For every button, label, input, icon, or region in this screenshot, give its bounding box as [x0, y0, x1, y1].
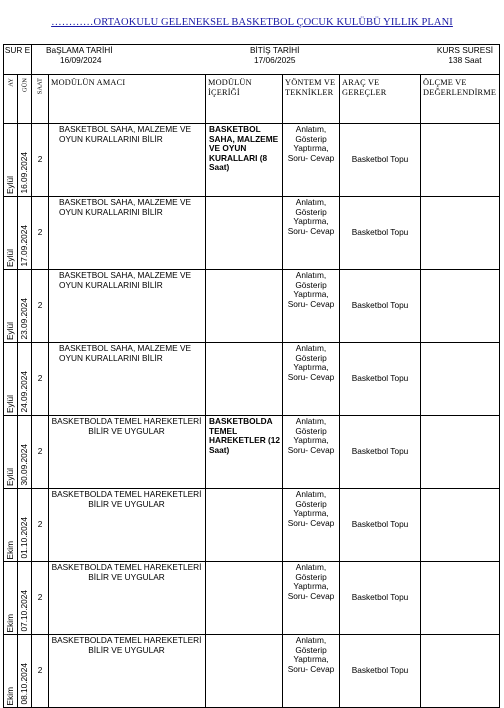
header-hours-text: SAAT [36, 78, 44, 95]
month-cell [4, 489, 18, 562]
hours-cell: 2 [32, 489, 49, 562]
header-month-text: AY [6, 78, 14, 87]
hours-cell: 2 [32, 124, 49, 197]
table-row [4, 270, 500, 343]
tools-cell: Basketbol Topu [340, 270, 421, 343]
meta-block-cell [32, 45, 500, 75]
hours-cell: 2 [32, 562, 49, 635]
course-duration-label: KURS SURESİ [436, 45, 494, 55]
tools-cell: Basketbol Topu [340, 416, 421, 489]
module-goal-cell: BASKETBOLDA TEMEL HAREKETLERİ BİLİR VE UYGULAR [49, 562, 206, 635]
hours-cell: 2 [32, 270, 49, 343]
hours-cell: 2 [32, 197, 49, 270]
date-text: 23.09.2024 [18, 298, 29, 340]
start-date-label: BaŞLAMA TARİHİ [46, 45, 113, 55]
module-goal-cell: BASKETBOL SAHA, MALZEME VE OYUN KURALLARINI BİLİR [49, 197, 206, 270]
month-text: Eylül [4, 249, 15, 267]
month-text: Ekim [4, 686, 15, 705]
date-cell [18, 562, 32, 635]
methods-cell: Anlatım, Gösterip Yaptırma, Soru- Cevap [283, 416, 340, 489]
month-text: Ekim [4, 613, 15, 632]
module-content-cell [206, 270, 283, 343]
module-content-cell [206, 343, 283, 416]
header-module-goal: MODÜLÜN AMACI [49, 75, 206, 124]
module-content-cell [206, 197, 283, 270]
methods-cell: Anlatım, Gösterip Yaptırma, Soru- Cevap [283, 635, 340, 708]
month-cell [4, 124, 18, 197]
month-text: Ekim [4, 540, 15, 559]
month-cell [4, 562, 18, 635]
header-evaluation: ÖLÇME VE DEĞERLENDİRME [421, 75, 500, 124]
module-goal-cell: BASKETBOL SAHA, MALZEME VE OYUN KURALLARINI BİLİR [49, 270, 206, 343]
meta-row [4, 45, 500, 75]
date-text: 30.09.2024 [18, 444, 29, 486]
evaluation-cell [421, 489, 500, 562]
month-cell [4, 343, 18, 416]
methods-cell: Anlatım, Gösterip Yaptırma, Soru- Cevap [283, 343, 340, 416]
month-cell [4, 270, 18, 343]
hours-cell: 2 [32, 343, 49, 416]
date-text: 16.09.2024 [18, 152, 29, 194]
methods-cell: Anlatım, Gösterip Yaptırma, Soru- Cevap [283, 197, 340, 270]
tools-cell: Basketbol Topu [340, 343, 421, 416]
header-row [4, 75, 500, 124]
date-text: 01.10.2024 [18, 517, 29, 559]
document-title [0, 0, 504, 44]
header-module-content: MODÜLÜN İÇERİĞİ [206, 75, 283, 124]
month-text: Eylül [4, 176, 15, 194]
month-cell [4, 197, 18, 270]
methods-cell: Anlatım, Gösterip Yaptırma, Soru- Cevap [283, 124, 340, 197]
module-content-cell [206, 489, 283, 562]
month-cell [4, 416, 18, 489]
end-date-label: BİTİŞ TARİHİ [249, 45, 300, 55]
table-row [4, 489, 500, 562]
table-row [4, 197, 500, 270]
end-date [250, 46, 299, 65]
start-date [46, 46, 113, 65]
tools-cell: Basketbol Topu [340, 489, 421, 562]
title-text: …………ORTAOKULU GELENEKSEL BASKETBOL ÇOCUK KULÜBÜ YILLIK PLANI [51, 16, 453, 28]
evaluation-cell [421, 124, 500, 197]
evaluation-cell [421, 197, 500, 270]
tools-cell: Basketbol Topu [340, 635, 421, 708]
date-text: 07.10.2024 [18, 590, 29, 632]
date-text: 08.10.2024 [18, 663, 29, 705]
duration-short-label: SUR E [4, 45, 32, 75]
table-row [4, 343, 500, 416]
header-month [4, 75, 18, 124]
header-methods: YÖNTEM VE TEKNİKLER [283, 75, 340, 124]
tools-cell: Basketbol Topu [340, 562, 421, 635]
month-text: Eylül [4, 468, 15, 486]
annual-plan-table [3, 44, 500, 708]
methods-cell: Anlatım, Gösterip Yaptırma, Soru- Cevap [283, 489, 340, 562]
date-cell [18, 270, 32, 343]
month-text: Eylül [4, 395, 15, 413]
evaluation-cell [421, 562, 500, 635]
header-day-text: GÜN [20, 78, 28, 93]
evaluation-cell [421, 343, 500, 416]
table-row [4, 124, 500, 197]
module-goal-cell: BASKETBOL SAHA, MALZEME VE OYUN KURALLARINI BİLİR [49, 343, 206, 416]
date-cell [18, 489, 32, 562]
date-cell [18, 197, 32, 270]
header-hours [32, 75, 49, 124]
course-duration [437, 46, 493, 65]
date-cell [18, 416, 32, 489]
module-content-cell: BASKETBOL SAHA, MALZEME VE OYUN KURALLARI (8 Saat) [206, 124, 283, 197]
date-cell [18, 124, 32, 197]
date-text: 24.09.2024 [18, 371, 29, 413]
hours-cell: 2 [32, 416, 49, 489]
evaluation-cell [421, 416, 500, 489]
month-text: Eylül [4, 322, 15, 340]
module-goal-cell: BASKETBOLDA TEMEL HAREKETLERİ BİLİR VE UYGULAR [49, 635, 206, 708]
module-content-cell [206, 562, 283, 635]
tools-cell: Basketbol Topu [340, 124, 421, 197]
end-date-value: 17/06/2025 [253, 54, 296, 65]
date-cell [18, 343, 32, 416]
course-duration-value: 138 Saat [448, 54, 482, 65]
methods-cell: Anlatım, Gösterip Yaptırma, Soru- Cevap [283, 270, 340, 343]
tools-cell: Basketbol Topu [340, 197, 421, 270]
header-tools: ARAÇ VE GEREÇLER [340, 75, 421, 124]
header-day [18, 75, 32, 124]
table-row [4, 562, 500, 635]
date-text: 17.09.2024 [18, 225, 29, 267]
module-content-cell: BASKETBOLDA TEMEL HAREKETLER (12 Saat) [206, 416, 283, 489]
start-date-value: 16/09/2024 [60, 54, 102, 65]
module-goal-cell: BASKETBOLDA TEMEL HAREKETLERİ BİLİR VE UYGULAR [49, 489, 206, 562]
hours-cell: 2 [32, 635, 49, 708]
module-goal-cell: BASKETBOL SAHA, MALZEME VE OYUN KURALLARINI BİLİR [49, 124, 206, 197]
table-row [4, 416, 500, 489]
methods-cell: Anlatım, Gösterip Yaptırma, Soru- Cevap [283, 562, 340, 635]
module-goal-cell: BASKETBOLDA TEMEL HAREKETLERİ BİLİR VE UYGULAR [49, 416, 206, 489]
evaluation-cell [421, 270, 500, 343]
